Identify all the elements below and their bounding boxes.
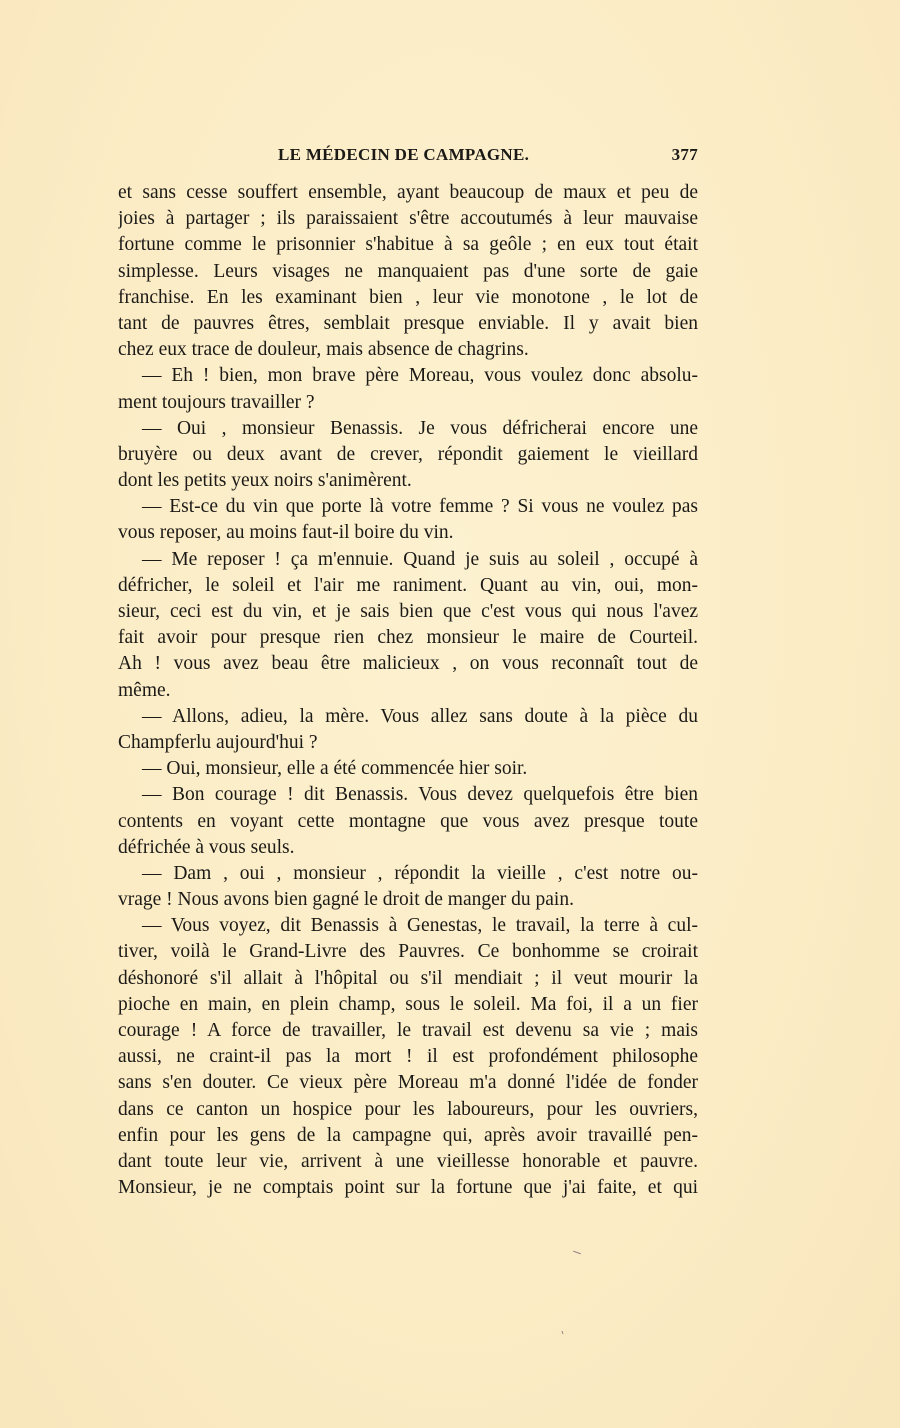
text-line: pioche en main, en plein champ, sous le soleil. Ma foi, il a un fier (118, 993, 698, 1015)
text-line: — Dam , oui , monsieur , répondit la vieille , c'est notre ou- (142, 862, 698, 884)
text-line: même. (118, 679, 171, 701)
text-line: dant toute leur vie, arrivent à une vieillesse honorable et pauvre. (118, 1150, 698, 1172)
text-line: tant de pauvres êtres, semblait presque enviable. Il y avait bien (118, 312, 698, 334)
text-line: — Me reposer ! ça m'ennuie. Quand je suis au soleil , occupé à (142, 548, 698, 570)
paper-speck (562, 1331, 564, 1334)
text-line: — Vous voyez, dit Benassis à Genestas, le travail, la terre à cul- (142, 915, 698, 937)
text-line: sieur, ceci est du vin, et je sais bien que c'est vous qui nous l'avez (118, 601, 698, 622)
text-line: défrichée à vous seuls. (118, 836, 295, 858)
text-line: tiver, voilà le Grand-Livre des Pauvres. Ce bonhomme se croirait (118, 941, 698, 963)
text-line: et sans cesse souffert ensemble, ayant beaucoup de maux et peu de (118, 182, 698, 203)
text-line: enfin pour les gens de la campagne qui, après avoir travaillé pen- (118, 1124, 698, 1146)
text-line: — Bon courage ! dit Benassis. Vous devez quelquefois être bien (142, 784, 698, 806)
text-line: bruyère ou deux avant de crever, répondit gaiement le vieillard (118, 443, 698, 465)
text-line: Champferlu aujourd'hui ? (118, 731, 318, 753)
text-line: déshonoré s'il allait à l'hôpital ou s'il mendiait ; il veut mourir la (118, 967, 698, 989)
text-line: aussi, ne craint-il pas la mort ! il est profondément philosophe (118, 1046, 698, 1068)
text-line: courage ! A force de travailler, le travail est devenu sa vie ; mais (118, 1020, 698, 1041)
page-number: 377 (671, 145, 698, 164)
text-line: contents en voyant cette montagne que vous avez presque toute (118, 810, 698, 832)
paper-speck (573, 1251, 581, 1255)
text-line: dont les petits yeux noirs s'animèrent. (118, 470, 412, 492)
running-title: LE MÉDECIN DE CAMPAGNE. (278, 145, 530, 164)
text-line: — Eh ! bien, mon brave père Moreau, vous voulez donc absolu- (142, 365, 698, 387)
text-line: franchise. En les examinant bien , leur vie monotone , le lot de (118, 286, 698, 308)
text-line: défricher, le soleil et l'air me raniment. Quant au vin, oui, mon- (118, 574, 698, 596)
text-line: sans s'en douter. Ce vieux père Moreau m'a donné l'idée de fonder (118, 1072, 698, 1094)
text-line: — Est-ce du vin que porte là votre femme ? Si vous ne voulez pas (142, 496, 698, 518)
text-line: — Allons, adieu, la mère. Vous allez sans doute à la pièce du (142, 705, 698, 727)
page-header (118, 145, 698, 171)
text-line: dans ce canton un hospice pour les laboureurs, pour les ouvriers, (118, 1098, 698, 1120)
text-line: fait avoir pour presque rien chez monsieur le maire de Courteil. (118, 627, 698, 649)
text-line: joies à partager ; ils paraissaient s'être accoutumés à leur mauvaise (118, 208, 698, 230)
text-line: Ah ! vous avez beau être malicieux , on vous reconnaît tout de (118, 653, 698, 675)
text-line: vous reposer, au moins faut-il boire du vin. (118, 522, 454, 544)
body-text (118, 180, 698, 1201)
text-line: fortune comme le prisonnier s'habitue à sa geôle ; en eux tout était (118, 234, 698, 256)
text-line: — Oui, monsieur, elle a été commencée hier soir. (142, 758, 528, 780)
text-line: — Oui , monsieur Benassis. Je vous défricherai encore une (142, 417, 698, 439)
text-line: simplesse. Leurs visages ne manquaient pas d'une sorte de gaie (118, 260, 698, 282)
text-line: chez eux trace de douleur, mais absence de chagrins. (118, 339, 529, 361)
text-line: ment toujours travailler ? (118, 391, 315, 413)
text-line: Monsieur, je ne comptais point sur la fortune que j'ai faite, et qui (118, 1177, 698, 1199)
text-line: vrage ! Nous avons bien gagné le droit de manger du pain. (118, 889, 574, 911)
